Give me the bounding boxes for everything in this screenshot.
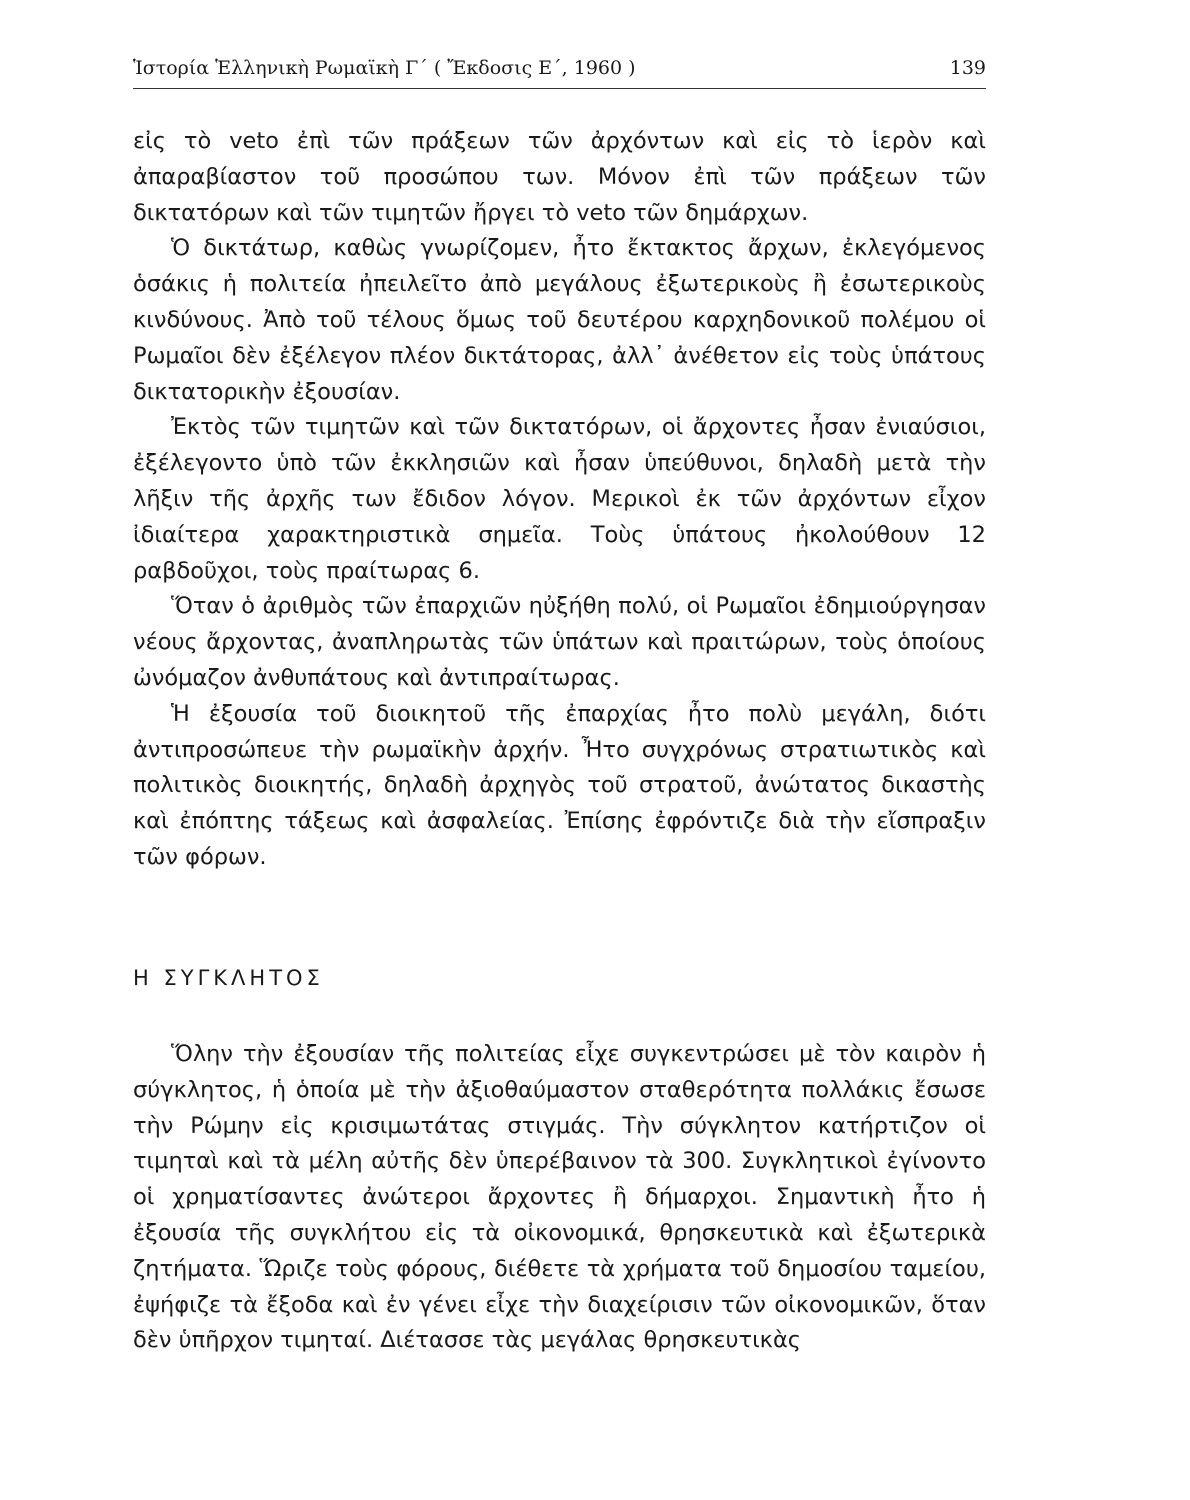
body-text-bottom: [133, 1037, 986, 1359]
page-header: [133, 52, 986, 89]
paragraph-senate: Ὅλην τὴν ἐξουσίαν τῆς πολιτείας εἶχε συγκεντρώσει μὲ τὸν καιρὸν ἡ σύγκλητος, ἡ ὁποία μὲ τὴν ἀξιοθαύμαστον σταθερότητα πολλάκις ἔσωσε τὴν Ρώμην εἰς κρισιμωτάτας στιγμάς. Τὴν σύγκλητον κατήρτιζον οἱ τιμηταὶ καὶ τὰ μέλη αὐτῆς δὲν ὑπερέβαινον τὰ 300. Συγκλητικοὶ ἐγίνοντο οἱ χρηματίσαντες ἀνώτεροι ἄρχοντες ἢ δήμαρχοι. Σημαντικὴ ἦτο ἡ ἐξουσία τῆς συγκλήτου εἰς τὰ οἰκονομικά, θρησκευτικὰ καὶ ἐξωτερικὰ ζητήματα. Ὥριζε τοὺς φόρους, διέθετε τὰ χρήματα τοῦ δημοσίου ταμείου, ἐψήφιζε τὰ ἔξοδα καὶ ἐν γένει εἶχε τὴν διαχείρισιν τῶν οἰκονομικῶν, ὅταν δὲν ὑπῆρχον τιμηταί. Διέτασσε τὰς μεγάλας θρησκευτικὰς: [133, 1041, 986, 1354]
page-number: 139: [949, 57, 986, 79]
paragraph-proconsuls: Ὅταν ὁ ἀριθμὸς τῶν ἐπαρχιῶν ηὐξήθη πολύ, οἱ Ρωμαῖοι ἐδημιούργησαν νέους ἄρχοντας, ἀναπληρωτὰς τῶν ὑπάτων καὶ πραιτώρων, τοὺς ὁποίους ὠνόμαζον ἀνθυπάτους καὶ ἀντιπραίτωρας.: [133, 593, 986, 691]
section-heading: Η ΣΥΓΚΛΗΤΟΣ: [133, 966, 324, 990]
paragraph-dictator: Ὁ δικτάτωρ, καθὼς γνωρίζομεν, ἦτο ἔκτακτος ἄρχων, ἐκλεγόμενος ὁσάκις ἡ πολιτεία ἠπειλεῖτο ἀπὸ μεγάλους ἐξωτερικοὺς ἢ ἐσωτερικοὺς κινδύνους. Ἀπὸ τοῦ τέλους ὅμως τοῦ δευτέρου καρχηδονικοῦ πολέμου οἱ Ρωμαῖοι δὲν ἐξέλεγον πλέον δικτάτορας, ἀλλ᾽ ἀνέθετον εἰς τοὺς ὑπάτους δικτατορικὴν ἐξουσίαν.: [133, 235, 986, 405]
paragraph-annual-magistrates: Ἐκτὸς τῶν τιμητῶν καὶ τῶν δικτατόρων, οἱ ἄρχοντες ἦσαν ἐνιαύσιοι, ἐξέλεγοντο ὑπὸ τῶν ἐκκλησιῶν καὶ ἦσαν ὑπεύθυνοι, δηλαδὴ μετὰ τὴν λῆξιν τῆς ἀρχῆς των ἔδιδον λόγον. Μερικοὶ ἐκ τῶν ἀρχόντων εἶχον ἰδιαίτερα χαρακτηριστικὰ σημεῖα. Τοὺς ὑπάτους ἠκολούθουν 12 ραβδοῦχοι, τοὺς πραίτωρας 6.: [133, 414, 986, 584]
paragraph-governor-power: Ἡ ἐξουσία τοῦ διοικητοῦ τῆς ἐπαρχίας ἦτο πολὺ μεγάλη, διότι ἀντιπροσώπευε τὴν ρωμαϊκὴν ἀρχήν. Ἦτο συγχρόνως στρατιωτικὸς καὶ πολιτικὸς διοικητής, δηλαδὴ ἀρχηγὸς τοῦ στρατοῦ, ἀνώτατος δικαστὴς καὶ ἐπόπτης τάξεως καὶ ἀσφαλείας. Ἐπίσης ἐφρόντιζε διὰ τὴν εἴσπραξιν τῶν φόρων.: [133, 700, 986, 870]
running-title: Ἱστορία Ἑλληνικὴ Ρωμαϊκὴ Γ΄ ( Ἔκδοσις Ε΄, 1960 ): [133, 57, 636, 79]
paragraph-veto: εἰς τὸ veto ἐπὶ τῶν πράξεων τῶν ἀρχόντων καὶ εἰς τὸ ἱερὸν καὶ ἀπαραβίαστον τοῦ προσώπου των. Μόνον ἐπὶ τῶν πράξεων τῶν δικτατόρων καὶ τῶν τιμητῶν ἤργει τὸ veto τῶν δημάρχων.: [133, 128, 986, 226]
body-text-top: [133, 124, 986, 876]
